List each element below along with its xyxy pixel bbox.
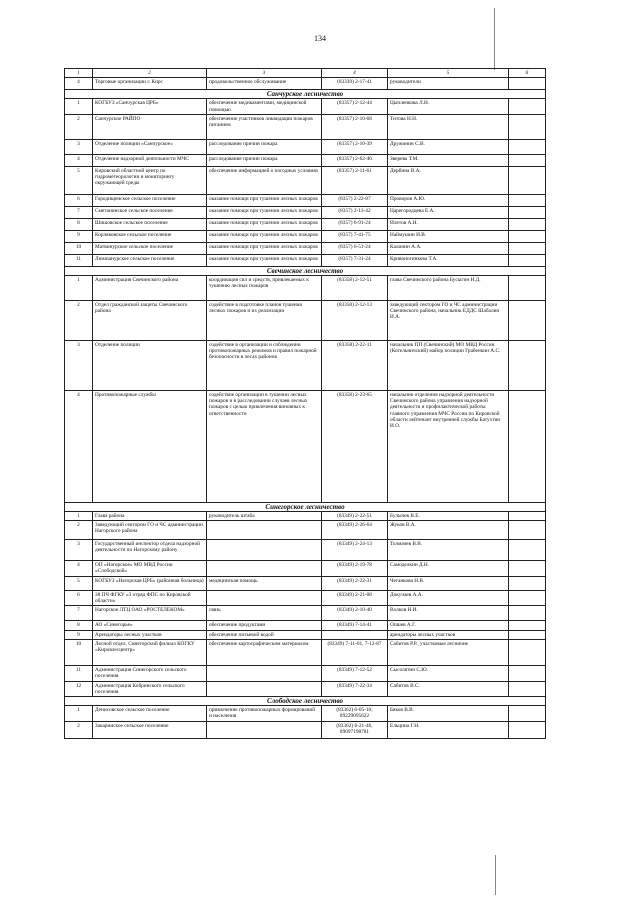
- table-cell: [509, 540, 546, 561]
- table-cell: Люмпанурское сельское поселение: [93, 254, 207, 266]
- table-cell: содействие в организации и соблюдении противопожарных режимов и правил пожарной безопасности в лесах районов: [207, 340, 322, 390]
- table-cell: 8: [65, 218, 93, 230]
- section-row: [65, 697, 546, 706]
- table-row: [65, 390, 546, 502]
- table-cell: Кировский областной центр по гидрометеорологии и мониторингу окружающей среды: [93, 166, 207, 194]
- table-cell: [509, 218, 546, 230]
- table-row: [65, 621, 546, 630]
- table-cell: расследование причин пожара: [207, 154, 322, 166]
- table-cell: Чеганкова Н.В.: [388, 576, 509, 590]
- table-cell: Отделение надзорной деятельности МЧС: [93, 154, 207, 166]
- table-cell: 12: [65, 681, 93, 697]
- table-cell: руководители: [388, 78, 509, 90]
- table-row: [65, 275, 546, 300]
- fire-contacts-table-wrapper: [64, 68, 545, 739]
- table-cell: Проворов А.Ю.: [388, 194, 509, 206]
- table-cell: 6: [65, 194, 93, 206]
- table-cell: (83349) 7-22-34: [322, 681, 388, 697]
- table-cell: ОП «Нагорское» МО МВД России «Слободской»: [93, 561, 207, 577]
- table-cell: содействие в подготовке планов тушения лесных пожаров и их реализации: [207, 300, 322, 340]
- table-cell: Ельцина Г.Н.: [388, 722, 509, 739]
- table-cell: Жуков В.А.: [388, 521, 509, 540]
- table-cell: Арендаторы лесных участков: [93, 630, 207, 639]
- table-cell: Сабитов Р.Р., участковые лесничие: [388, 639, 509, 665]
- header-cell: 6: [509, 69, 546, 78]
- table-cell: (8357) 2-22-87: [322, 194, 388, 206]
- table-cell: 3: [65, 540, 93, 561]
- table-cell: [509, 78, 546, 90]
- table-cell: [207, 722, 322, 739]
- table-cell: Титова Н.Н.: [388, 114, 509, 139]
- table-cell: Администрация Синегорского сельского поселения: [93, 665, 207, 681]
- table-cell: оказание помощи при тушении лесных пожаров: [207, 230, 322, 242]
- table-row: [65, 630, 546, 639]
- table-cell: Сметанинское сельское поселение: [93, 206, 207, 218]
- table-cell: [509, 275, 546, 300]
- section-title: Слободское лесничество: [65, 697, 546, 706]
- table-cell: 1: [65, 706, 93, 722]
- section-row: [65, 502, 546, 511]
- table-cell: [509, 242, 546, 254]
- table-cell: обеспечение питьевой водой: [207, 630, 322, 639]
- table-cell: [509, 521, 546, 540]
- table-cell: (83349) 2-10-40: [322, 606, 388, 621]
- table-cell: 9: [65, 630, 93, 639]
- table-cell: Докучаев А.А.: [388, 590, 509, 606]
- table-cell: (83357) 2-10-39: [322, 139, 388, 154]
- table-body: [65, 69, 546, 739]
- table-cell: Отделение полиции: [93, 340, 207, 390]
- table-cell: [509, 706, 546, 722]
- table-cell: [509, 621, 546, 630]
- table-cell: (83362) 6-21-46, 89097198781: [322, 722, 388, 739]
- table-cell: [207, 681, 322, 697]
- table-cell: [509, 206, 546, 218]
- table-cell: [509, 254, 546, 266]
- table-cell: Противопожарные службы: [93, 390, 207, 502]
- table-cell: руководитель штаба: [207, 511, 322, 520]
- section-row: [65, 266, 546, 275]
- table-row: [65, 576, 546, 590]
- table-cell: оказание помощи при тушении лесных пожаров: [207, 218, 322, 230]
- table-cell: 3: [65, 340, 93, 390]
- table-cell: (83358) 2-22-11: [322, 340, 388, 390]
- table-cell: Сысолятин С.Ю.: [388, 665, 509, 681]
- table-cell: оказание помощи при тушении лесных пожаров: [207, 206, 322, 218]
- section-title: Свечинское лесничество: [65, 266, 546, 275]
- table-cell: 1: [65, 511, 93, 520]
- table-cell: Корляковское сельское поселение: [93, 230, 207, 242]
- table-cell: оказание помощи при тушении лесных пожаров: [207, 194, 322, 206]
- table-row: [65, 681, 546, 697]
- table-cell: (8357) 6-91-24: [322, 218, 388, 230]
- table-cell: 11: [65, 665, 93, 681]
- table-cell: 4: [65, 390, 93, 502]
- table-row: [65, 166, 546, 194]
- table-cell: (83358) 2-23-65: [322, 390, 388, 502]
- table-row: [65, 206, 546, 218]
- table-cell: (83349) 2-22-31: [322, 576, 388, 590]
- table-cell: 3: [65, 139, 93, 154]
- table-cell: [509, 390, 546, 502]
- table-cell: [509, 639, 546, 665]
- table-cell: Глава района: [93, 511, 207, 520]
- table-cell: обеспечение медикаментами, медицинской помощью: [207, 99, 322, 115]
- header-cell: 4: [322, 69, 388, 78]
- table-cell: [509, 681, 546, 697]
- table-cell: (8357) 7-41-75: [322, 230, 388, 242]
- table-cell: (83349) 7-12-52: [322, 665, 388, 681]
- table-row: [65, 114, 546, 139]
- table-cell: 10: [65, 242, 93, 254]
- table-cell: [509, 340, 546, 390]
- table-cell: [207, 540, 322, 561]
- table-row: [65, 665, 546, 681]
- table-cell: Администрация Свечинского района: [93, 275, 207, 300]
- page-number: 134: [314, 34, 326, 43]
- table-row: [65, 139, 546, 154]
- table-cell: 9: [65, 230, 93, 242]
- table-cell: (83349) 7-14-41: [322, 621, 388, 630]
- table-cell: (83357) 2-12-44: [322, 99, 388, 115]
- table-cell: [207, 665, 322, 681]
- table-cell: Заведующий сектором ГО и ЧС администрации Нагорского района: [93, 521, 207, 540]
- table-cell: медицинская помощь: [207, 576, 322, 590]
- table-cell: [509, 590, 546, 606]
- fire-contacts-table: [64, 68, 546, 739]
- table-cell: [509, 194, 546, 206]
- table-row: [65, 242, 546, 254]
- table-cell: [207, 590, 322, 606]
- table-cell: [207, 521, 322, 540]
- table-row: [65, 254, 546, 266]
- table-cell: Кривоногинкова Т.А.: [388, 254, 509, 266]
- table-cell: (83357) 2-10-68: [322, 114, 388, 139]
- section-title: Синегорское лесничество: [65, 502, 546, 511]
- table-cell: Наймушин И.В.: [388, 230, 509, 242]
- table-cell: (83358) 2-12-51: [322, 275, 388, 300]
- table-cell: Зверева Т.М.: [388, 154, 509, 166]
- table-cell: 6: [65, 590, 93, 606]
- table-cell: 7: [65, 206, 93, 218]
- table-cell: содействие организации в тушении лесных пожаров и в расследовании случаев лесных пожаров с целью привлечения виновных к ответственности: [207, 390, 322, 502]
- table-cell: 1: [65, 99, 93, 115]
- table-cell: [509, 576, 546, 590]
- table-cell: (83349) 2-26-64: [322, 521, 388, 540]
- table-cell: (83362) 6-05-10; 89229095622: [322, 706, 388, 722]
- header-cell: 2: [93, 69, 207, 78]
- table-row: [65, 540, 546, 561]
- table-cell: Отделение полиции «Санчурское»: [93, 139, 207, 154]
- header-cell: 5: [388, 69, 509, 78]
- table-cell: Администрация Кобринского сельского поселения: [93, 681, 207, 697]
- table-cell: связь: [207, 606, 322, 621]
- table-cell: [509, 606, 546, 621]
- table-cell: [509, 154, 546, 166]
- header-row: [65, 69, 546, 78]
- table-cell: [509, 511, 546, 520]
- table-row: [65, 218, 546, 230]
- table-cell: Сабитов В.С.: [388, 681, 509, 697]
- table-cell: 2: [65, 300, 93, 340]
- table-row: [65, 590, 546, 606]
- table-cell: [509, 99, 546, 115]
- table-cell: Торговые организации г. Кирс: [93, 78, 207, 90]
- table-cell: (83357) 2-11-61: [322, 166, 388, 194]
- table-cell: обеспечение картографическим материалом: [207, 639, 322, 665]
- table-cell: [322, 630, 388, 639]
- table-cell: оказание помощи при тушении лесных пожаров: [207, 242, 322, 254]
- table-cell: Нагорское ЛТЦ ОАО «РОСТЕЛЕКОМ»: [93, 606, 207, 621]
- scan-edge-line: [495, 855, 496, 895]
- table-cell: глава Свечинского района Бусыгин Н.Д.: [388, 275, 509, 300]
- table-cell: АО «Синегорье»: [93, 621, 207, 630]
- table-row: [65, 230, 546, 242]
- table-cell: Опшев А.Г.: [388, 621, 509, 630]
- table-cell: Шишовское сельское поселение: [93, 218, 207, 230]
- table-cell: Санчурское РАЙПО: [93, 114, 207, 139]
- table-cell: Цыпленкова Л.Н.: [388, 99, 509, 115]
- table-cell: [509, 230, 546, 242]
- table-cell: [509, 630, 546, 639]
- table-cell: (8357) 7-31-24: [322, 254, 388, 266]
- table-cell: (83349) 7-11-01, 7-12-87: [322, 639, 388, 665]
- table-cell: Волков Н.И.: [388, 606, 509, 621]
- table-cell: 7: [65, 606, 93, 621]
- table-cell: [207, 561, 322, 577]
- table-cell: Денисовское сельское поселение: [93, 706, 207, 722]
- table-cell: Матвинурское сельское поселение: [93, 242, 207, 254]
- table-row: [65, 511, 546, 520]
- table-cell: 5: [65, 166, 93, 194]
- table-cell: начальник отделения надзорной деятельности Свечинского района управления надзорной деятельности и профилактической работы главного управления МЧС России по Кировской области лейтенант внутренней службы Батухтин И.О.: [388, 390, 509, 502]
- table-cell: заведующий сектором ГО и ЧС администрации Свечинского района, начальник ЕДДС Шабалин И.А.: [388, 300, 509, 340]
- table-cell: (83339) 2-17-41: [322, 78, 388, 90]
- table-cell: Царегородцева Е.А.: [388, 206, 509, 218]
- table-cell: 5: [65, 576, 93, 590]
- table-row: [65, 78, 546, 90]
- scan-edge-line: [494, 8, 495, 70]
- table-cell: 2: [65, 521, 93, 540]
- table-cell: (83358) 2-12-13: [322, 300, 388, 340]
- table-cell: Самоделкин Д.Н.: [388, 561, 509, 577]
- table-cell: (83349) 2-22-51: [322, 511, 388, 520]
- table-row: [65, 340, 546, 390]
- table-cell: [509, 114, 546, 139]
- table-cell: Государственный инспектор отдела надзорной деятельности по Нагорскому району: [93, 540, 207, 561]
- table-row: [65, 561, 546, 577]
- table-cell: Толмачев В.В.: [388, 540, 509, 561]
- table-row: [65, 606, 546, 621]
- table-cell: 1: [65, 275, 93, 300]
- table-cell: 38 ПЧ ФГКУ «3 отряд ФПС по Кировской области»: [93, 590, 207, 606]
- section-title: Санчурское лесничество: [65, 90, 546, 99]
- table-row: [65, 154, 546, 166]
- table-cell: КОГБУЗ «Санчурская ЦРБ»: [93, 99, 207, 115]
- table-cell: обеспечение продуктами: [207, 621, 322, 630]
- table-row: [65, 639, 546, 665]
- table-cell: Лесной отдел, Синегорский филиал КОГКУ «Кировлесцентр»: [93, 639, 207, 665]
- table-cell: [509, 561, 546, 577]
- table-row: [65, 300, 546, 340]
- table-cell: [509, 722, 546, 739]
- table-cell: 10: [65, 639, 93, 665]
- table-cell: Дербина В.А.: [388, 166, 509, 194]
- table-cell: Калинин А.А.: [388, 242, 509, 254]
- table-cell: начальник ПП (Свечинский) МО МВД России (Котельничский) майор полиции Грабенкин А.С.: [388, 340, 509, 390]
- table-cell: расследование причин пожара: [207, 139, 322, 154]
- table-cell: 8: [65, 621, 93, 630]
- table-cell: Дружинин С.В.: [388, 139, 509, 154]
- table-cell: арендаторы лесных участков: [388, 630, 509, 639]
- table-cell: 4: [65, 154, 93, 166]
- table-cell: [509, 139, 546, 154]
- table-cell: Отдел гражданской защиты Свечинского района: [93, 300, 207, 340]
- table-cell: 11: [65, 254, 93, 266]
- table-cell: Бяков В.В.: [388, 706, 509, 722]
- table-cell: [509, 166, 546, 194]
- table-cell: привлечение противопожарных формирований и населения: [207, 706, 322, 722]
- table-row: [65, 521, 546, 540]
- table-cell: Закаринское сельское поселение: [93, 722, 207, 739]
- table-cell: Илетов А.Н.: [388, 218, 509, 230]
- table-cell: (83349) 2-21-08: [322, 590, 388, 606]
- table-cell: (8357) 2-13-42: [322, 206, 388, 218]
- table-cell: обеспечение участников ликвидации пожаров питанием: [207, 114, 322, 139]
- table-cell: (83349) 2-24-13: [322, 540, 388, 561]
- table-row: [65, 706, 546, 722]
- table-row: [65, 99, 546, 115]
- table-cell: (8357) 6-51-24: [322, 242, 388, 254]
- table-cell: КОГБУЗ «Нагорская ЦРБ» (районная больница): [93, 576, 207, 590]
- table-cell: 4: [65, 78, 93, 90]
- table-cell: обеспечение информацией о погодных условиях: [207, 166, 322, 194]
- table-cell: (83357) 2-62-46: [322, 154, 388, 166]
- table-cell: оказание помощи при тушении лесных пожаров: [207, 254, 322, 266]
- table-cell: Булычев В.Е.: [388, 511, 509, 520]
- table-cell: 2: [65, 722, 93, 739]
- table-row: [65, 722, 546, 739]
- header-cell: 3: [207, 69, 322, 78]
- table-cell: координация сил и средств, привлекаемых к тушению лесных пожаров: [207, 275, 322, 300]
- table-cell: 2: [65, 114, 93, 139]
- table-cell: [509, 300, 546, 340]
- table-cell: Городищенское сельское поселение: [93, 194, 207, 206]
- header-cell: 1: [65, 69, 93, 78]
- section-row: [65, 90, 546, 99]
- table-cell: [509, 665, 546, 681]
- table-cell: 4: [65, 561, 93, 577]
- table-cell: продовольственное обслуживание: [207, 78, 322, 90]
- table-cell: (83349) 2-19-78: [322, 561, 388, 577]
- table-row: [65, 194, 546, 206]
